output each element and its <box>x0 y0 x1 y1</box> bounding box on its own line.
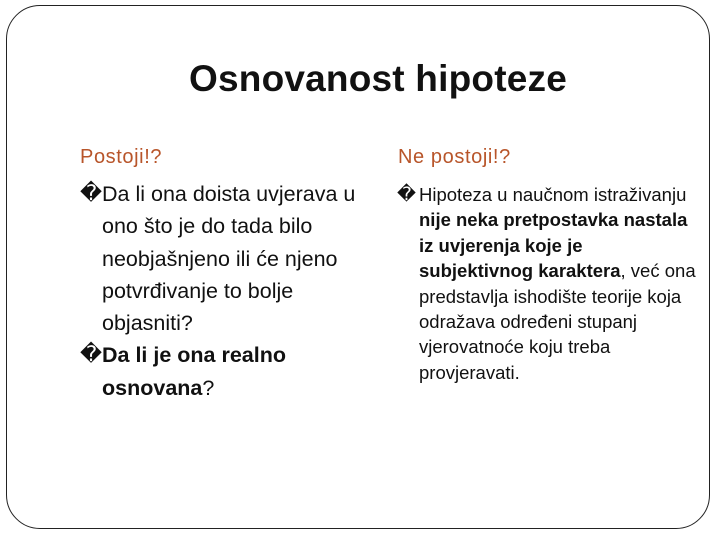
bullet-icon: � <box>80 342 103 368</box>
list-item-bold-text: Da li je ona realno osnovana <box>102 343 286 400</box>
list-item <box>80 178 370 339</box>
list-item-text: Da li ona doista uvjerava u ono što je do tada bilo neobjašnjeno ili će njeno potvrđivanje to bolje objasniti? <box>102 182 356 336</box>
list-item-tail: , već ona predstavlja ishodište teorije koja odražava određeni stupanj vjerovatnoće koju treba provjeravati. <box>419 260 696 383</box>
left-column-heading: Postoji!? <box>80 146 163 168</box>
list-item-bold-text: nije neka pretpostavka nastala iz uvjerenja koje je subjektivnog karaktera <box>419 209 688 282</box>
list-item-tail: ? <box>202 375 215 400</box>
right-column-heading: Ne postoji!? <box>398 146 511 168</box>
list-item <box>397 182 697 385</box>
list-item <box>80 339 370 404</box>
list-item-lead: Hipoteza u naučnom istraživanju <box>419 184 687 205</box>
left-column <box>80 178 370 404</box>
bullet-icon: � <box>397 184 416 205</box>
bullet-icon: � <box>80 181 103 206</box>
slide-title: Osnovanost hipoteze <box>189 58 567 99</box>
right-column <box>397 182 697 385</box>
